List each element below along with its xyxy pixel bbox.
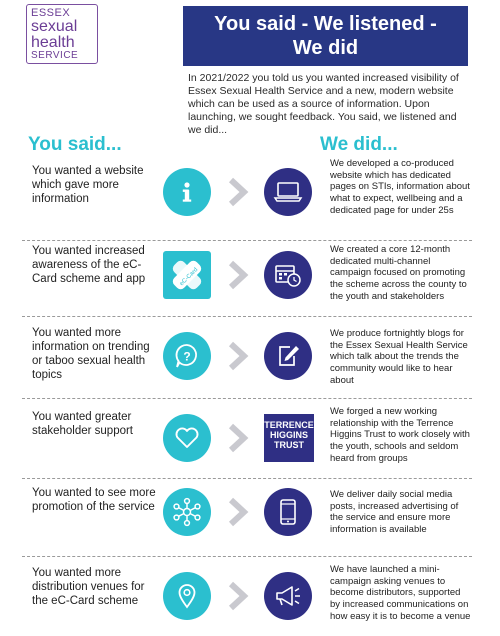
ecard-logo-text: eC-Card: [178, 266, 200, 288]
divider: [22, 478, 472, 479]
logo-line-3: health: [31, 34, 75, 51]
logo-line-4: SERVICE: [31, 50, 79, 61]
did-text: We have launched a mini-campaign asking venues to become distributors, supported by increased communications on how easy it is to become a venue: [330, 564, 471, 622]
heart-icon: [163, 414, 211, 462]
divider: [22, 556, 472, 557]
chevron-right-icon: [227, 581, 249, 611]
chevron-right-icon: [227, 497, 249, 527]
chevron-right-icon: [227, 177, 249, 207]
we-did-heading: We did...: [320, 134, 398, 155]
tht-line-2: HIGGINS: [269, 430, 308, 440]
tht-line-3: TRUST: [274, 440, 304, 450]
megaphone-icon: [264, 572, 312, 620]
ecard-logo: [163, 251, 211, 299]
logo-line-2: sexual: [31, 18, 78, 35]
calendar-clock-icon: [264, 251, 312, 299]
did-text: We deliver daily social media posts, increased advertising of the service and ensure more information is available: [330, 489, 459, 536]
divider: [22, 398, 472, 399]
chevron-right-icon: [227, 341, 249, 371]
info-icon: [163, 168, 211, 216]
did-text: We created a core 12-month dedicated multi-channel campaign focused on promoting the scheme across the county to the youth and stakeholders: [330, 244, 467, 302]
location-pin-icon: [163, 572, 211, 620]
title-banner: [183, 6, 468, 66]
banner-title-line-2: We did: [292, 37, 359, 59]
said-text: You wanted a website which gave more information: [32, 165, 144, 205]
smartphone-icon: [264, 488, 312, 536]
did-text: We produce fortnightly blogs for the Essex Sexual Health Service which talk about the trends the community would like to hear about: [330, 328, 468, 386]
question-bubble-icon: [163, 332, 211, 380]
intro-paragraph: In 2021/2022 you told us you wanted increased visibility of Essex Sexual Health Service and a new, modern website which can be used as a source of information. Upon launching, we sought feedback. You said, we listened and we did...: [188, 72, 459, 136]
said-text: You wanted increased awareness of the eC-Card scheme and app: [32, 245, 146, 285]
did-text: We forged a new working relationship with the Terrence Higgins Trust to work closely with the youth, schools and seldom heard from groups: [330, 406, 470, 464]
tht-line-1: TERRENCE: [264, 420, 314, 430]
divider: [22, 316, 472, 317]
logo-line-1: ESSEX: [31, 7, 71, 19]
you-said-heading: You said...: [28, 134, 122, 155]
essex-sexual-health-logo: [26, 4, 98, 64]
chevron-right-icon: [227, 260, 249, 290]
terrence-higgins-trust-logo: [264, 414, 314, 462]
laptop-icon: [264, 168, 312, 216]
did-text: We developed a co-produced website which has dedicated pages on STIs, information about what to expect, wellbeing and a dedicated page for under 25s: [330, 158, 470, 216]
svg-text:?: ?: [183, 349, 191, 364]
said-text: You wanted more information on trending or taboo sexual health topics: [32, 327, 150, 381]
edit-document-icon: [264, 332, 312, 380]
banner-title-line-1: You said - We listened -: [214, 13, 437, 35]
divider: [22, 240, 472, 241]
network-icon: [163, 488, 211, 536]
said-text: You wanted greater stakeholder support: [32, 411, 134, 437]
said-text: You wanted more distribution venues for the eC-Card scheme: [32, 567, 145, 607]
chevron-right-icon: [227, 423, 249, 453]
said-text: You wanted to see more promotion of the service: [32, 487, 156, 513]
